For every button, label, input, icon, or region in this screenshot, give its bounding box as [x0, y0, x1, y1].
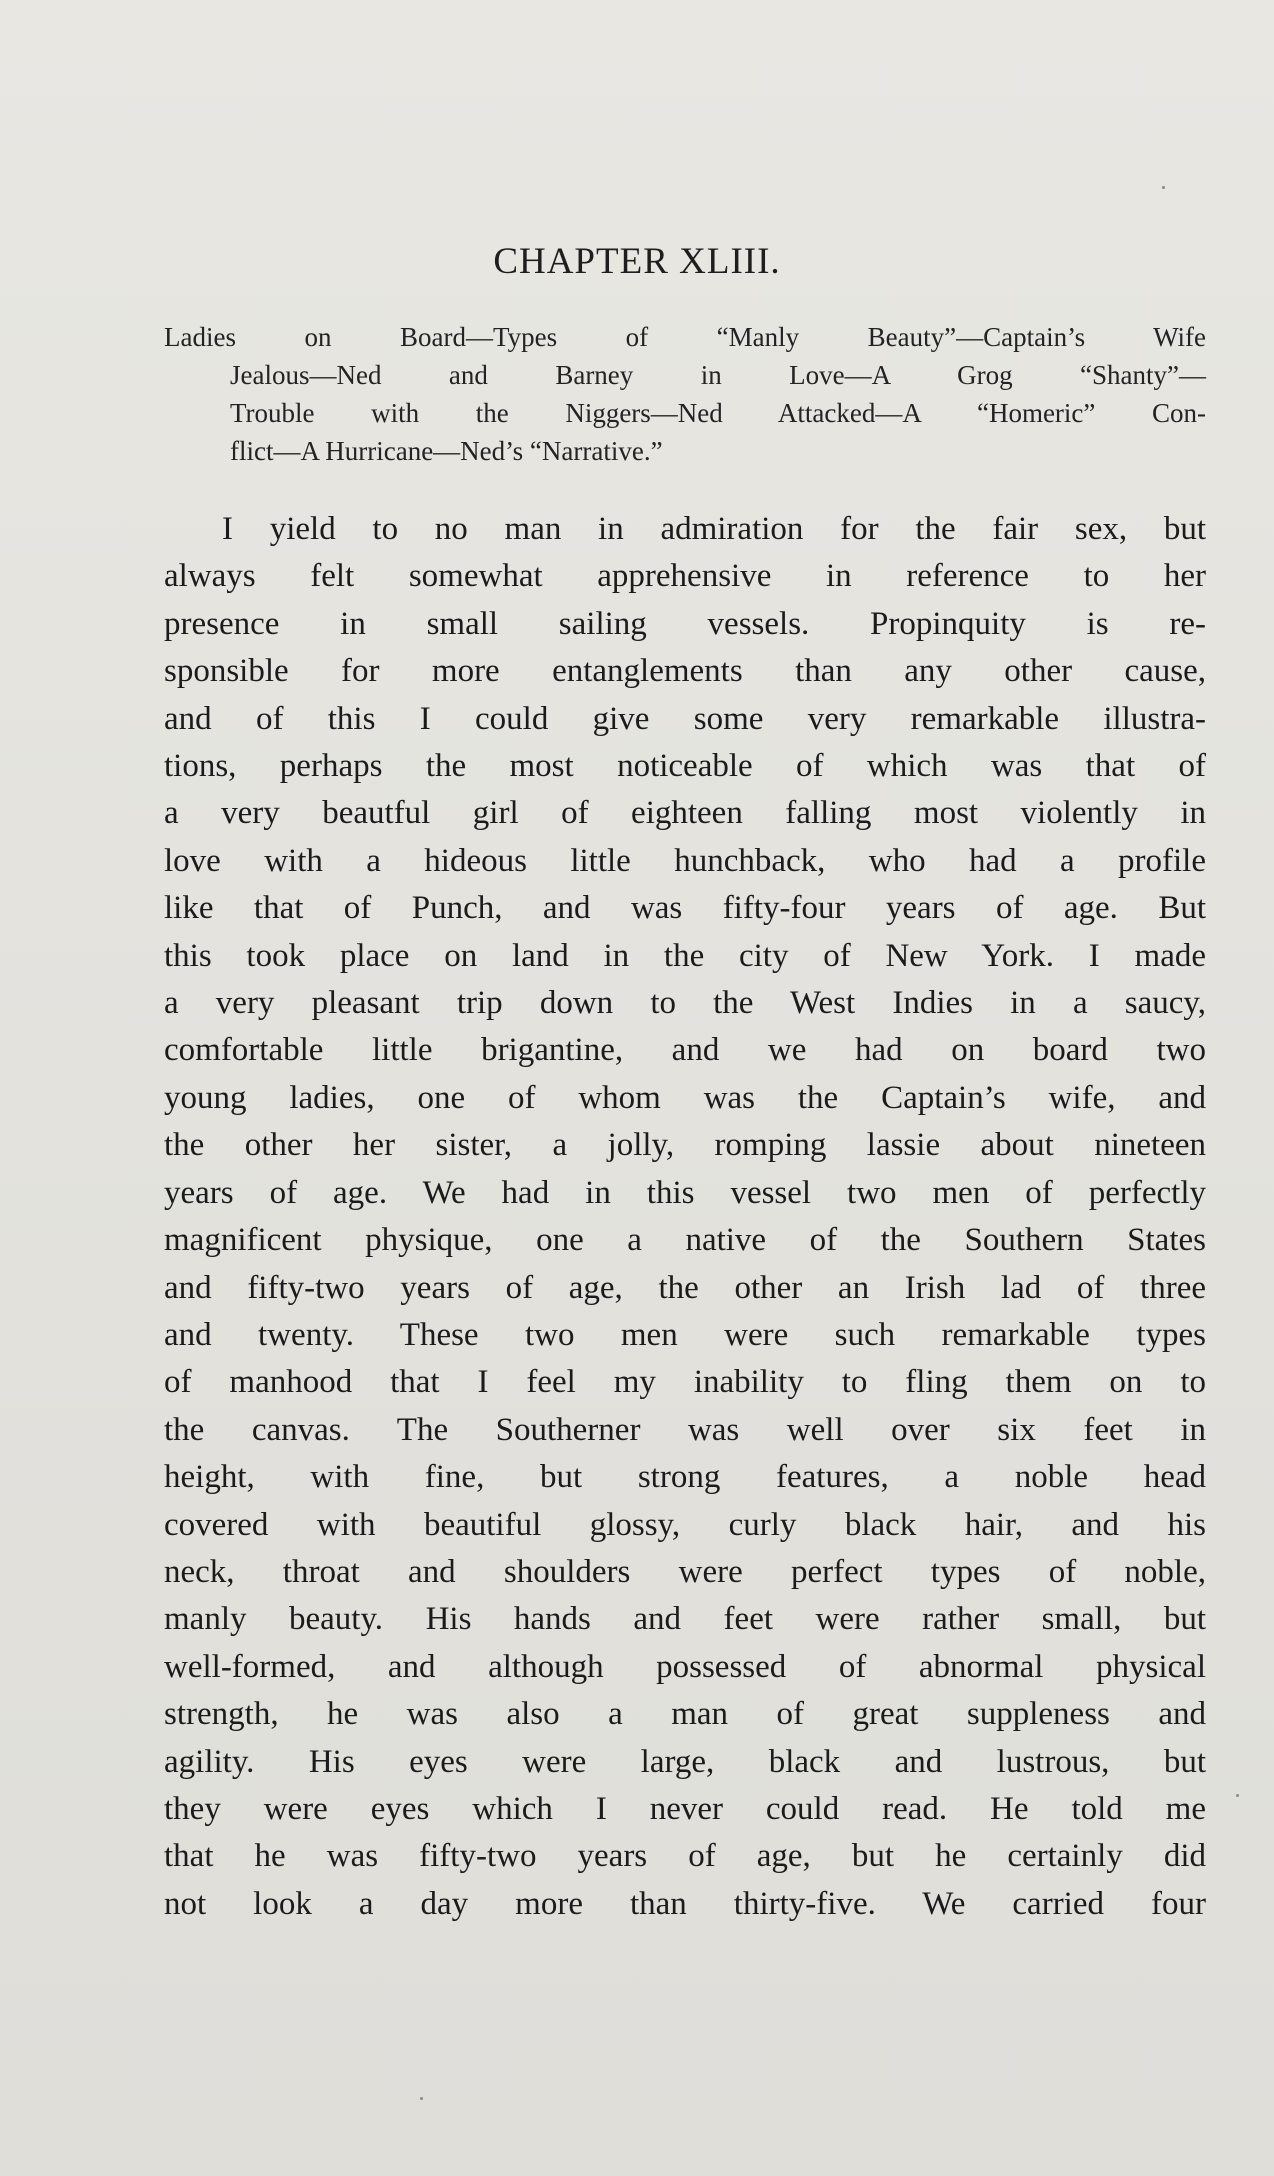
body-line: like that of Punch, and was fifty-four years of age. But	[164, 890, 1206, 927]
body-line: presence in small sailing vessels. Propinquity is re-	[164, 605, 1206, 642]
paper-speck	[420, 2097, 423, 2100]
body-line: covered with beautiful glossy, curly black hair, and his	[164, 1506, 1206, 1543]
body-line: strength, he was also a man of great suppleness and	[164, 1696, 1206, 1733]
body-line: of manhood that I feel my inability to fling them on to	[164, 1364, 1206, 1401]
synopsis-line: Trouble with the Niggers—Ned Attacked—A “Homeric” Con-	[230, 398, 1206, 428]
body-line: sponsible for more entanglements than any other cause,	[164, 653, 1206, 690]
chapter-synopsis	[164, 318, 1206, 470]
body-line: manly beauty. His hands and feet were rather small, but	[164, 1601, 1206, 1638]
body-line: a very pleasant trip down to the West Indies in a saucy,	[164, 985, 1206, 1022]
body-line: the other her sister, a jolly, romping lassie about nineteen	[164, 1127, 1206, 1164]
body-line: they were eyes which I never could read. He told me	[164, 1790, 1206, 1827]
body-line: and twenty. These two men were such remarkable types	[164, 1316, 1206, 1353]
body-line: the canvas. The Southerner was well over six feet in	[164, 1411, 1206, 1448]
chapter-heading: CHAPTER XLIII.	[493, 241, 781, 282]
body-line: a very beautful girl of eighteen falling most violently in	[164, 795, 1206, 832]
body-line: years of age. We had in this vessel two men of perfectly	[164, 1174, 1206, 1211]
body-line: that he was fifty-two years of age, but he certainly did	[164, 1838, 1206, 1875]
body-line: and fifty-two years of age, the other an Irish lad of three	[164, 1269, 1206, 1306]
body-line: this took place on land in the city of New York. I made	[164, 937, 1206, 974]
paper-speck	[1236, 1794, 1239, 1797]
paper-speck	[1162, 186, 1165, 189]
body-line: height, with fine, but strong features, a noble head	[164, 1459, 1206, 1496]
body-line: magnificent physique, one a native of the Southern States	[164, 1222, 1206, 1259]
synopsis-line: Jealous—Ned and Barney in Love—A Grog “Shanty”—	[230, 360, 1206, 390]
body-line: I yield to no man in admiration for the fair sex, but	[222, 511, 1206, 547]
body-line: agility. His eyes were large, black and lustrous, but	[164, 1743, 1206, 1780]
chapter-body	[164, 506, 1206, 1928]
body-line: not look a day more than thirty-five. We carried four	[164, 1885, 1206, 1922]
body-line: and of this I could give some very remarkable illustra-	[164, 700, 1206, 737]
body-line: neck, throat and shoulders were perfect types of noble,	[164, 1553, 1206, 1590]
body-line: comfortable little brigantine, and we had on board two	[164, 1032, 1206, 1069]
body-line: tions, perhaps the most noticeable of which was that of	[164, 748, 1206, 785]
synopsis-line: Ladies on Board—Types of “Manly Beauty”—Captain’s Wife	[164, 322, 1206, 352]
body-line: young ladies, one of whom was the Captain’s wife, and	[164, 1079, 1206, 1116]
body-line: always felt somewhat apprehensive in reference to her	[164, 558, 1206, 595]
body-line: love with a hideous little hunchback, who had a profile	[164, 842, 1206, 879]
body-line: well-formed, and although possessed of abnormal physical	[164, 1648, 1206, 1685]
synopsis-line: flict—A Hurricane—Ned’s “Narrative.”	[230, 436, 663, 466]
